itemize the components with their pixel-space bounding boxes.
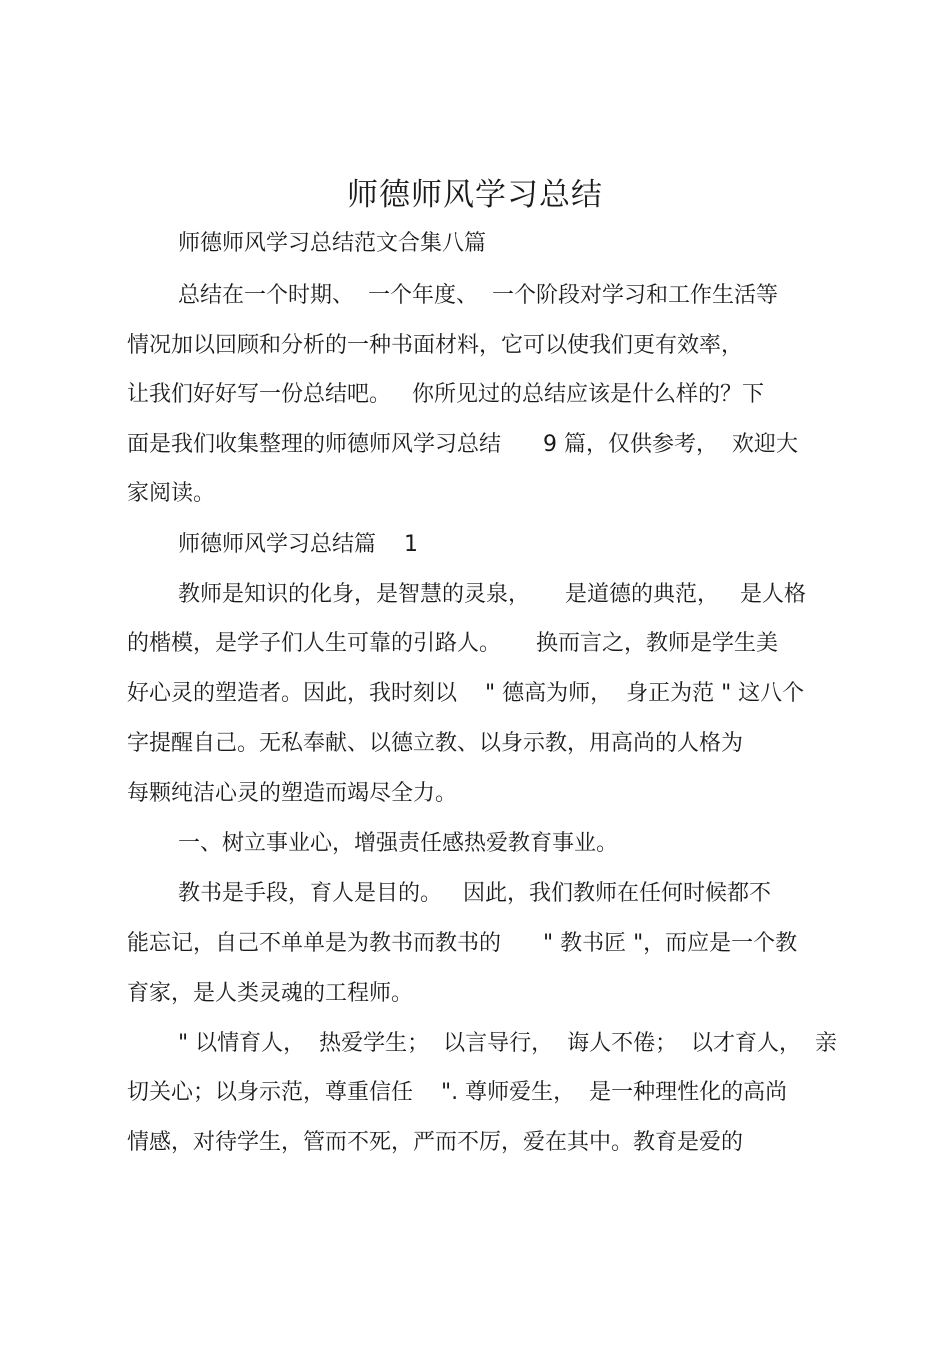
paragraph-line: 面是我们收集整理的师德师风学习总结 9 篇，仅供参考， 欢迎大 [127,432,798,457]
paragraph-line: 情感，对待学生，管而不死，严而不厉，爱在其中。教育是爱的 [127,1130,744,1155]
paragraph-line: 好心灵的塑造者。因此，我时刻以 " 德高为师， 身正为范 " 这八个 [127,681,805,706]
section-heading: 一、树立事业心，增强责任感热爱教育事业。 [178,831,619,856]
paragraph-line: " 以情育人， 热爱学生； 以言导行， 诲人不倦； 以才育人， 亲 [178,1031,838,1056]
paragraph-line: 教师是知识的化身，是智慧的灵泉， 是道德的典范， 是人格 [178,582,806,607]
paragraph-line: 的楷模，是学子们人生可靠的引路人。 换而言之，教师是学生美 [127,631,778,656]
paragraph-line: 情况加以回顾和分析的一种书面材料，它可以使我们更有效率， [127,333,744,358]
paragraph-line: 字提醒自己。无私奉献、以德立教、以身示教，用高尚的人格为 [127,731,744,756]
section-heading: 师德师风学习总结篇 1 [178,532,418,557]
paragraph-line: 总结在一个时期、 一个年度、 一个阶段对学习和工作生活等 [178,283,778,308]
paragraph-line: 让我们好好写一份总结吧。 你所见过的总结应该是什么样的？下 [127,382,764,407]
paragraph-line: 每颗纯洁心灵的塑造而竭尽全力。 [127,781,458,806]
paragraph-line: 育家，是人类灵魂的工程师。 [127,981,414,1006]
paragraph-line: 切关心；以身示范，尊重信任 ". 尊师爱生， 是一种理性化的高尚 [127,1080,788,1105]
document-title: 师德师风学习总结 [347,177,603,213]
paragraph-line: 教书是手段，育人是目的。 因此，我们教师在任何时候都不 [178,881,771,906]
paragraph-line: 家阅读。 [127,481,216,506]
paragraph-line: 能忘记，自己不单单是为教书而教书的 " 教书匠 "，而应是一个教 [127,931,798,956]
subtitle-line: 师德师风学习总结范文合集八篇 [178,231,487,256]
